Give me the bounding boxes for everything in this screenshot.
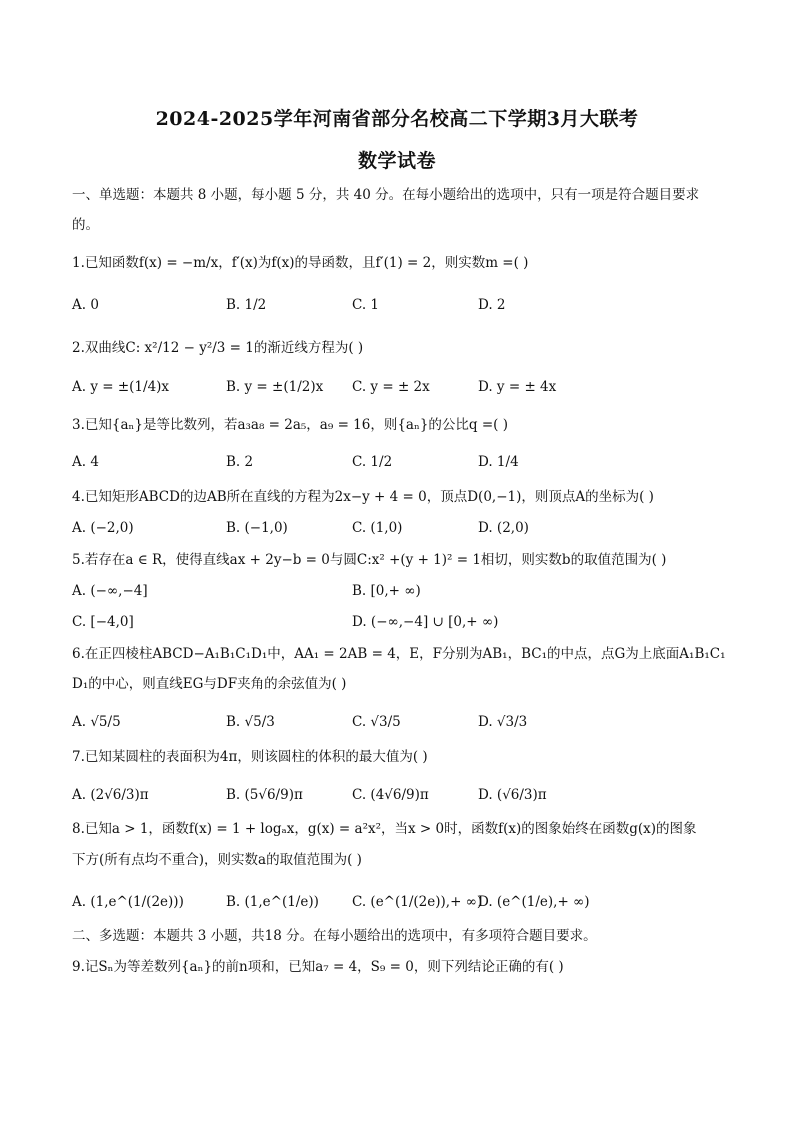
q4-option-b[interactable]: B. (−1,0) bbox=[226, 520, 288, 536]
question-8-stem-cont: 下方(所有点均不重合)，则实数a的取值范围为( ) bbox=[72, 852, 362, 868]
section1-heading-cont: 的。 bbox=[72, 217, 99, 233]
question-6-stem-cont: D₁的中心，则直线EG与DF夹角的余弦值为( ) bbox=[72, 676, 347, 692]
q1-option-d[interactable]: D. 2 bbox=[478, 297, 506, 313]
q2-option-a[interactable]: A. y = ±(1/4)x bbox=[72, 379, 170, 395]
q6-option-d[interactable]: D. √3/3 bbox=[478, 714, 528, 730]
q1-option-a[interactable]: A. 0 bbox=[72, 297, 99, 313]
question-3-stem: 3.已知{aₙ}是等比数列，若a₃a₈ = 2a₅，a₉ = 16，则{aₙ}的公比q =( ) bbox=[72, 417, 508, 433]
q5-option-d[interactable]: D. (−∞,−4] ∪ [0,+ ∞) bbox=[352, 614, 499, 630]
exam-subtitle: 数学试卷 bbox=[357, 150, 436, 172]
q5-option-b[interactable]: B. [0,+ ∞) bbox=[352, 583, 421, 599]
q8-option-d[interactable]: D. (e^(1/e),+ ∞) bbox=[478, 894, 590, 910]
q8-option-c[interactable]: C. (e^(1/(2e)),+ ∞) bbox=[352, 894, 483, 910]
q3-option-d[interactable]: D. 1/4 bbox=[478, 454, 519, 470]
question-4-stem: 4.已知矩形ABCD的边AB所在直线的方程为2x−y + 4 = 0，顶点D(0,−1)，则顶点A的坐标为( ) bbox=[72, 489, 654, 505]
question-5-stem: 5.若存在a ∈ R，使得直线ax + 2y−b = 0与圆C:x² +(y + 1)² = 1相切，则实数b的取值范围为( ) bbox=[72, 552, 667, 568]
q4-option-d[interactable]: D. (2,0) bbox=[478, 520, 529, 536]
section2-heading: 二、多选题：本题共 3 小题，共18 分。在每小题给出的选项中，有多项符合题目要求。 bbox=[72, 928, 597, 944]
q5-option-a[interactable]: A. (−∞,−4] bbox=[72, 583, 148, 599]
exam-title: 2024-2025学年河南省部分名校高二下学期3月大联考 bbox=[155, 108, 639, 130]
q4-option-a[interactable]: A. (−2,0) bbox=[72, 520, 134, 536]
q6-option-b[interactable]: B. √5/3 bbox=[226, 714, 275, 730]
q7-option-a[interactable]: A. (2√6/3)π bbox=[72, 787, 149, 803]
q1-option-c[interactable]: C. 1 bbox=[352, 297, 380, 313]
question-1-stem: 1.已知函数f(x) = −m/x，f′(x)为f(x)的导函数，且f′(1) = 2，则实数m =( ) bbox=[72, 255, 529, 271]
q7-option-c[interactable]: C. (4√6/9)π bbox=[352, 787, 429, 803]
section1-heading: 一、单选题：本题共 8 小题，每小题 5 分，共 40 分。在每小题给出的选项中，只有一项是符合题目要求 bbox=[72, 187, 700, 203]
q8-option-b[interactable]: B. (1,e^(1/e)) bbox=[226, 894, 319, 910]
q8-option-a[interactable]: A. (1,e^(1/(2e))) bbox=[72, 894, 184, 910]
q2-option-c[interactable]: C. y = ± 2x bbox=[352, 379, 430, 395]
question-9-stem: 9.记Sₙ为等差数列{aₙ}的前n项和，已知a₇ = 4，S₉ = 0，则下列结论正确的有( ) bbox=[72, 959, 564, 975]
q3-option-a[interactable]: A. 4 bbox=[72, 454, 99, 470]
q5-option-c[interactable]: C. [−4,0] bbox=[72, 614, 134, 630]
question-8-stem: 8.已知a > 1，函数f(x) = 1 + logₐx，g(x) = a²x²，当x > 0时，函数f(x)的图象始终在函数g(x)的图象 bbox=[72, 821, 697, 837]
q3-option-b[interactable]: B. 2 bbox=[226, 454, 254, 470]
question-6-stem: 6.在正四棱柱ABCD−A₁B₁C₁D₁中，AA₁ = 2AB = 4，E，F分别为AB₁，BC₁的中点，点G为上底面A₁B₁C₁ bbox=[72, 646, 726, 662]
q7-option-b[interactable]: B. (5√6/9)π bbox=[226, 787, 303, 803]
q4-option-c[interactable]: C. (1,0) bbox=[352, 520, 403, 536]
q2-option-d[interactable]: D. y = ± 4x bbox=[478, 379, 557, 395]
q1-option-b[interactable]: B. 1/2 bbox=[226, 297, 267, 313]
question-7-stem: 7.已知某圆柱的表面积为4π，则该圆柱的体积的最大值为( ) bbox=[72, 749, 428, 765]
q3-option-c[interactable]: C. 1/2 bbox=[352, 454, 393, 470]
q2-option-b[interactable]: B. y = ±(1/2)x bbox=[226, 379, 324, 395]
q7-option-d[interactable]: D. (√6/3)π bbox=[478, 787, 547, 803]
question-2-stem: 2.双曲线C: x²/12 − y²/3 = 1的渐近线方程为( ) bbox=[72, 340, 364, 356]
q6-option-c[interactable]: C. √3/5 bbox=[352, 714, 401, 730]
q6-option-a[interactable]: A. √5/5 bbox=[72, 714, 121, 730]
